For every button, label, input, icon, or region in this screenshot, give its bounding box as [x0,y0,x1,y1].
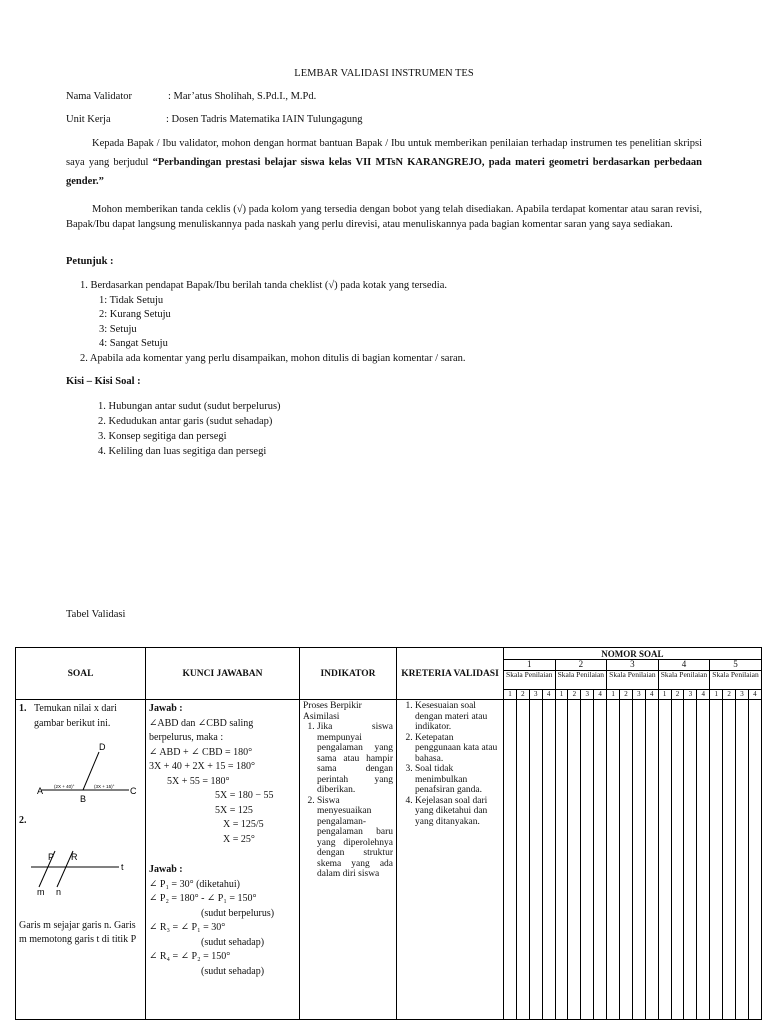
kreteria-item: 1. Kesesuaian soal dengan materi atau indikator. [415,701,501,733]
score-header: 3 [529,690,542,700]
score-header: 3 [736,690,749,700]
score-header: 2 [568,690,581,700]
scale-item: 2: Kurang Setuju [99,309,171,320]
score-checkbox-cell[interactable] [504,700,517,1020]
soal-1-number: 1. [19,703,27,714]
research-title: “Perbandingan prestasi belajar siswa kelas VII MTsN KARANGREJO, pada materi geometri berdasarkan perbedaan gender.” [66,157,702,187]
score-header: 4 [594,690,607,700]
nomor-3: 3 [607,660,659,671]
angle-cbd-expression: (3X + 15)° [94,784,115,789]
nomor-1: 1 [504,660,556,671]
score-checkbox-cell[interactable] [568,700,581,1020]
point-c-label: C [130,786,137,796]
point-a-label: A [37,786,44,796]
validation-table [15,647,762,1020]
score-checkbox-cell[interactable] [748,700,761,1020]
skala-penilaian: Skala Penilaian [555,671,607,690]
score-checkbox-cell[interactable] [645,700,658,1020]
score-checkbox-cell[interactable] [710,700,723,1020]
kunci-line: ∠ P₂ = 180° - ∠ P₁ = 150° [149,893,257,904]
indikator-list [303,722,393,880]
score-checkbox-cell[interactable] [697,700,710,1020]
indikator-intro: Proses Berpikir Asimilasi [303,701,362,722]
kunci-line: Jawab : [149,864,183,875]
validator-name-value: : Mar’atus Sholihah, S.Pd.I., M.Pd. [168,91,317,102]
score-header: 1 [607,690,620,700]
kunci-line: X = 25° [223,833,255,845]
score-checkbox-cell[interactable] [620,700,633,1020]
score-checkbox-cell[interactable] [736,700,749,1020]
point-p-label: P [48,851,55,862]
indikator-item: 2. Siswa menyesuaikan pengalaman-pengalaman baru yang diperolehnya dengan struktur skema yang ada dalam diri siswa [317,796,393,880]
score-header: 4 [697,690,710,700]
score-header: 4 [748,690,761,700]
skala-penilaian: Skala Penilaian [504,671,556,690]
score-checkbox-cell[interactable] [542,700,555,1020]
header-nomor-soal: NOMOR SOAL [504,648,762,660]
intro-text: Kepada Bapak / Ibu validator, mohon dengan hormat bantuan Bapak / Ibu untuk memberikan penilaian terhadap instrumen tes penelitian skripsi saya yang berjudul [66,138,702,168]
kunci-line: Jawab : [149,703,183,714]
kreteria-list [399,701,501,827]
petunjuk-item: 1. Berdasarkan pendapat Bapak/Ibu berilah tanda cheklist (√) pada kotak yang tersedia. [80,280,447,291]
score-header: 1 [504,690,517,700]
scale-item: 3: Setuju [99,323,137,335]
work-unit-label: Unit Kerja [66,114,111,125]
line-m-label: m [37,886,45,897]
point-r-label: R [71,851,78,862]
point-d-label: D [99,742,106,752]
score-checkbox-cell[interactable] [529,700,542,1020]
angle-abd-expression: (2X + 40)° [54,784,75,789]
validator-name-label: Nama Validator [66,91,132,102]
score-header: 2 [620,690,633,700]
soal-2-number: 2. [19,815,27,826]
score-header: 3 [684,690,697,700]
score-checkbox-cell[interactable] [594,700,607,1020]
nomor-5: 5 [710,660,762,671]
kreteria-cell [397,700,504,1020]
score-checkbox-cell[interactable] [555,700,568,1020]
kisi-item: 1. Hubungan antar sudut (sudut berpelurus) [98,401,281,412]
soal-1-text: Temukan nilai x dari gambar berikut ini. [34,703,117,729]
soal-2-text: Garis m sejajar garis n. Garis m memotong garis t di titik P [19,919,137,945]
angle-figure-1 [19,741,141,811]
score-checkbox-cell[interactable] [632,700,645,1020]
line-n-label: n [56,886,62,897]
score-header: 2 [723,690,736,700]
skala-penilaian: Skala Penilaian [658,671,710,690]
skala-penilaian: Skala Penilaian [607,671,659,690]
scale-item: 1: Tidak Setuju [99,294,164,306]
kunci-line: ∠ ABD + ∠ CBD = 180° [149,746,253,758]
score-checkbox-cell[interactable] [516,700,529,1020]
kunci-line: 5X = 125 [215,804,253,816]
kunci-line: ∠ABD dan ∠CBD saling berpelurus, maka : [149,717,254,743]
petunjuk-list [80,279,466,366]
instruction-paragraph: Mohon memberikan tanda ceklis (√) pada kolom yang tersedia dengan bobot yang telah disediakan. Apabila terdapat komentar atau saran revisi, Bapak/Ibu dapat langsung menuliskannya pada naskah yang perlu direvisi, atau menuliskannya pada bagian komentar saran yang saya sediakan. [66,204,702,230]
petunjuk-heading: Petunjuk : [66,256,114,267]
score-header: 2 [671,690,684,700]
kisi-item: 2. Kedudukan antar garis (sudut sehadap) [98,416,273,427]
page-title: LEMBAR VALIDASI INSTRUMEN TES [294,68,474,79]
kisi-item: 4. Keliling dan luas segitiga dan persegi [98,446,267,457]
nomor-4: 4 [658,660,710,671]
intro-paragraph [66,134,702,191]
kisi-item: 3. Konsep segitiga dan persegi [98,431,227,442]
indikator-item: 1. Jika siswa mempunyai pengalaman yang sama atau hampir sama dengan perintah yang diberikan. [317,722,393,796]
kreteria-item: 4. Kejelasan soal dari yang diketahui dan yang ditanyakan. [415,796,501,828]
score-header: 1 [658,690,671,700]
kunci-line: ∠ R₃ = ∠ P₁ = 30° [149,922,226,933]
scale-item: 4: Sangat Setuju [99,338,168,349]
score-header: 2 [516,690,529,700]
kunci-line: 5X + 55 = 180° [167,775,230,787]
soal-cell [16,700,146,1020]
nomor-2: 2 [555,660,607,671]
point-b-label: B [80,794,87,804]
score-header: 3 [581,690,594,700]
line-t-label: t [121,861,124,872]
score-header: 1 [555,690,568,700]
kunci-line: (sudut sehadap) [201,936,265,948]
petunjuk-item: 2. Apabila ada komentar yang perlu disampaikan, mohon ditulis di bagian komentar / saran. [80,352,466,364]
score-header: 4 [542,690,555,700]
kreteria-item: 3. Soal tidak menimbulkan penafsiran ganda. [415,764,501,796]
kunci-line: 5X = 180 − 55 [215,790,274,801]
kisi-list [98,399,281,459]
header-soal: SOAL [16,648,146,700]
header-indikator: INDIKATOR [300,648,397,700]
header-kunci-jawaban: KUNCI JAWABAN [146,648,300,700]
score-checkbox-cell[interactable] [684,700,697,1020]
table-caption: Tabel Validasi [66,609,126,620]
score-checkbox-cell[interactable] [723,700,736,1020]
kisi-heading: Kisi – Kisi Soal : [66,376,141,387]
work-unit-value: : Dosen Tadris Matematika IAIN Tulungagung [166,114,363,125]
score-checkbox-cell[interactable] [581,700,594,1020]
kunci-line: (sudut sehadap) [201,965,265,977]
score-checkbox-cell[interactable] [607,700,620,1020]
kunci-line: (sudut berpelurus) [201,907,275,919]
kunci-jawaban-cell [146,700,300,1020]
kreteria-item: 2. Ketepatan penggunaan kata atau bahasa. [415,733,501,765]
parallel-lines-figure [19,841,141,897]
score-checkbox-cell[interactable] [658,700,671,1020]
score-header: 4 [645,690,658,700]
indikator-cell [300,700,397,1020]
score-header: 3 [632,690,645,700]
score-checkbox-cell[interactable] [671,700,684,1020]
kunci-line: 3X + 40 + 2X + 15 = 180° [149,761,256,772]
score-header: 1 [710,690,723,700]
skala-penilaian: Skala Penilaian [710,671,762,690]
kunci-line: X = 125/5 [223,819,264,830]
header-kreteria-validasi: KRETERIA VALIDASI [397,648,504,700]
kunci-line: ∠ P₁ = 30° (diketahui) [149,878,240,890]
kunci-line: ∠ R₄ = ∠ P₂ = 150° [149,951,231,962]
